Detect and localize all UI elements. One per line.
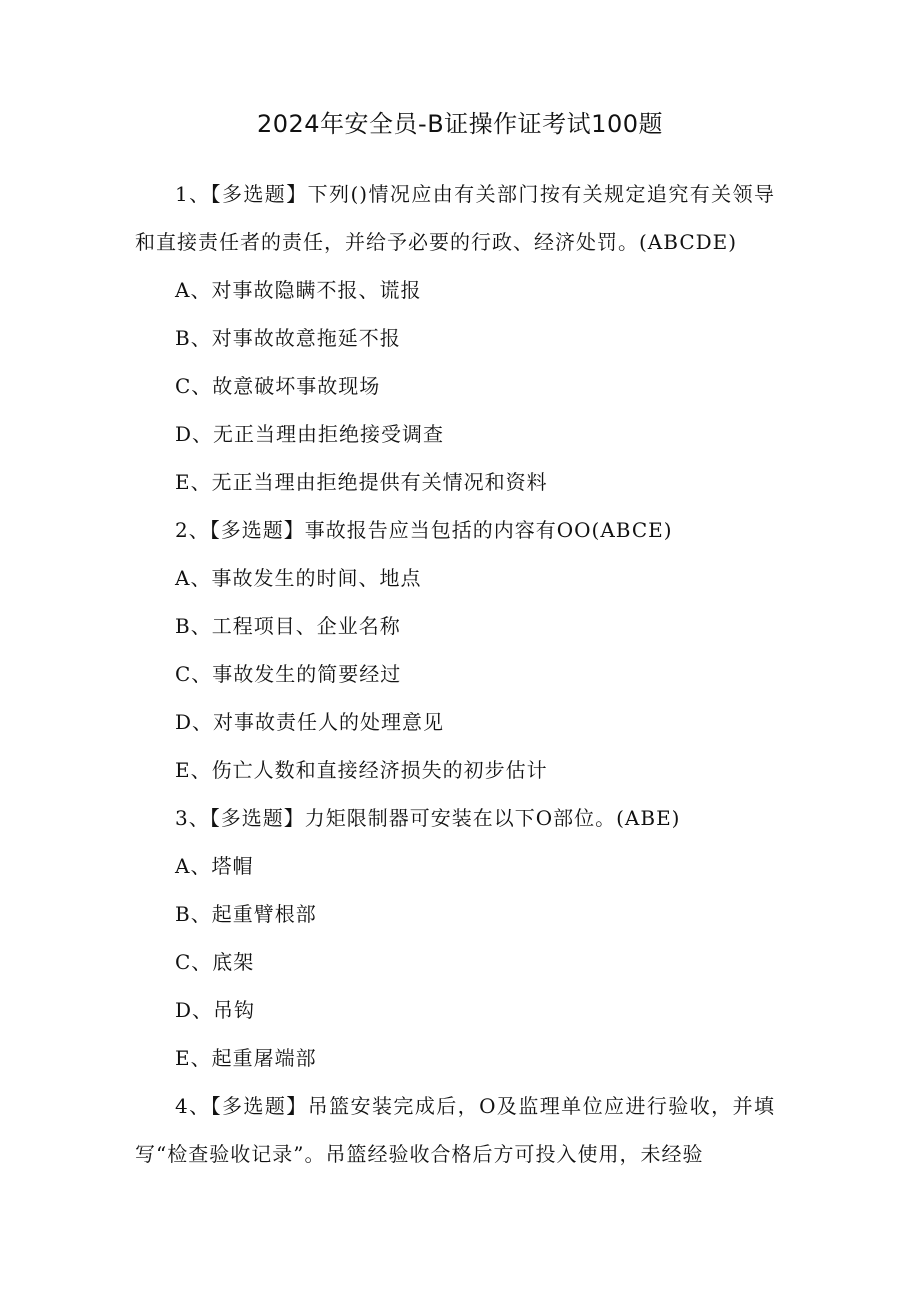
question-2-text: 2、【多选题】事故报告应当包括的内容有OO(ABCE) [175, 518, 673, 542]
question-3-option-b: B、起重臂根部 [175, 902, 317, 926]
question-list [135, 170, 775, 1178]
question-1-text: 1、【多选题】下列()情况应由有关部门按有关规定追究有关领导和直接责任者的责任，并给予必要的行政、经济处罚。(ABCDE) [135, 182, 775, 254]
question-1-option-e: E、无正当理由拒绝提供有关情况和资料 [175, 470, 548, 494]
question-3-option-a: A、塔帽 [175, 854, 254, 878]
question-1-option-a: A、对事故隐瞒不报、谎报 [175, 278, 422, 302]
question-3-text: 3、【多选题】力矩限制器可安装在以下O部位。(ABE) [175, 806, 681, 830]
question-1-option-c: C、故意破坏事故现场 [175, 374, 381, 398]
question-2-option-a: A、事故发生的时间、地点 [175, 566, 422, 590]
question-3-option-e: E、起重屠端部 [175, 1046, 317, 1070]
question-3-option-d: D、吊钩 [175, 998, 256, 1022]
question-2-option-e: E、伤亡人数和直接经济损失的初步估计 [175, 758, 548, 782]
question-2-option-c: C、事故发生的简要经过 [175, 662, 402, 686]
question-2-option-b: B、工程项目、企业名称 [175, 614, 401, 638]
question-1-option-b: B、对事故故意拖延不报 [175, 326, 401, 350]
document-title: 2024年安全员-B证操作证考试100题 [256, 110, 663, 138]
question-3-option-c: C、底架 [175, 950, 255, 974]
question-2-option-d: D、对事故责任人的处理意见 [175, 710, 445, 734]
question-1-option-d: D、无正当理由拒绝接受调查 [175, 422, 445, 446]
question-4-text: 4、【多选题】吊篮安装完成后，O及监理单位应进行验收，并填写“检查验收记录”。吊篮经验收合格后方可投入使用，未经验 [135, 1094, 775, 1166]
